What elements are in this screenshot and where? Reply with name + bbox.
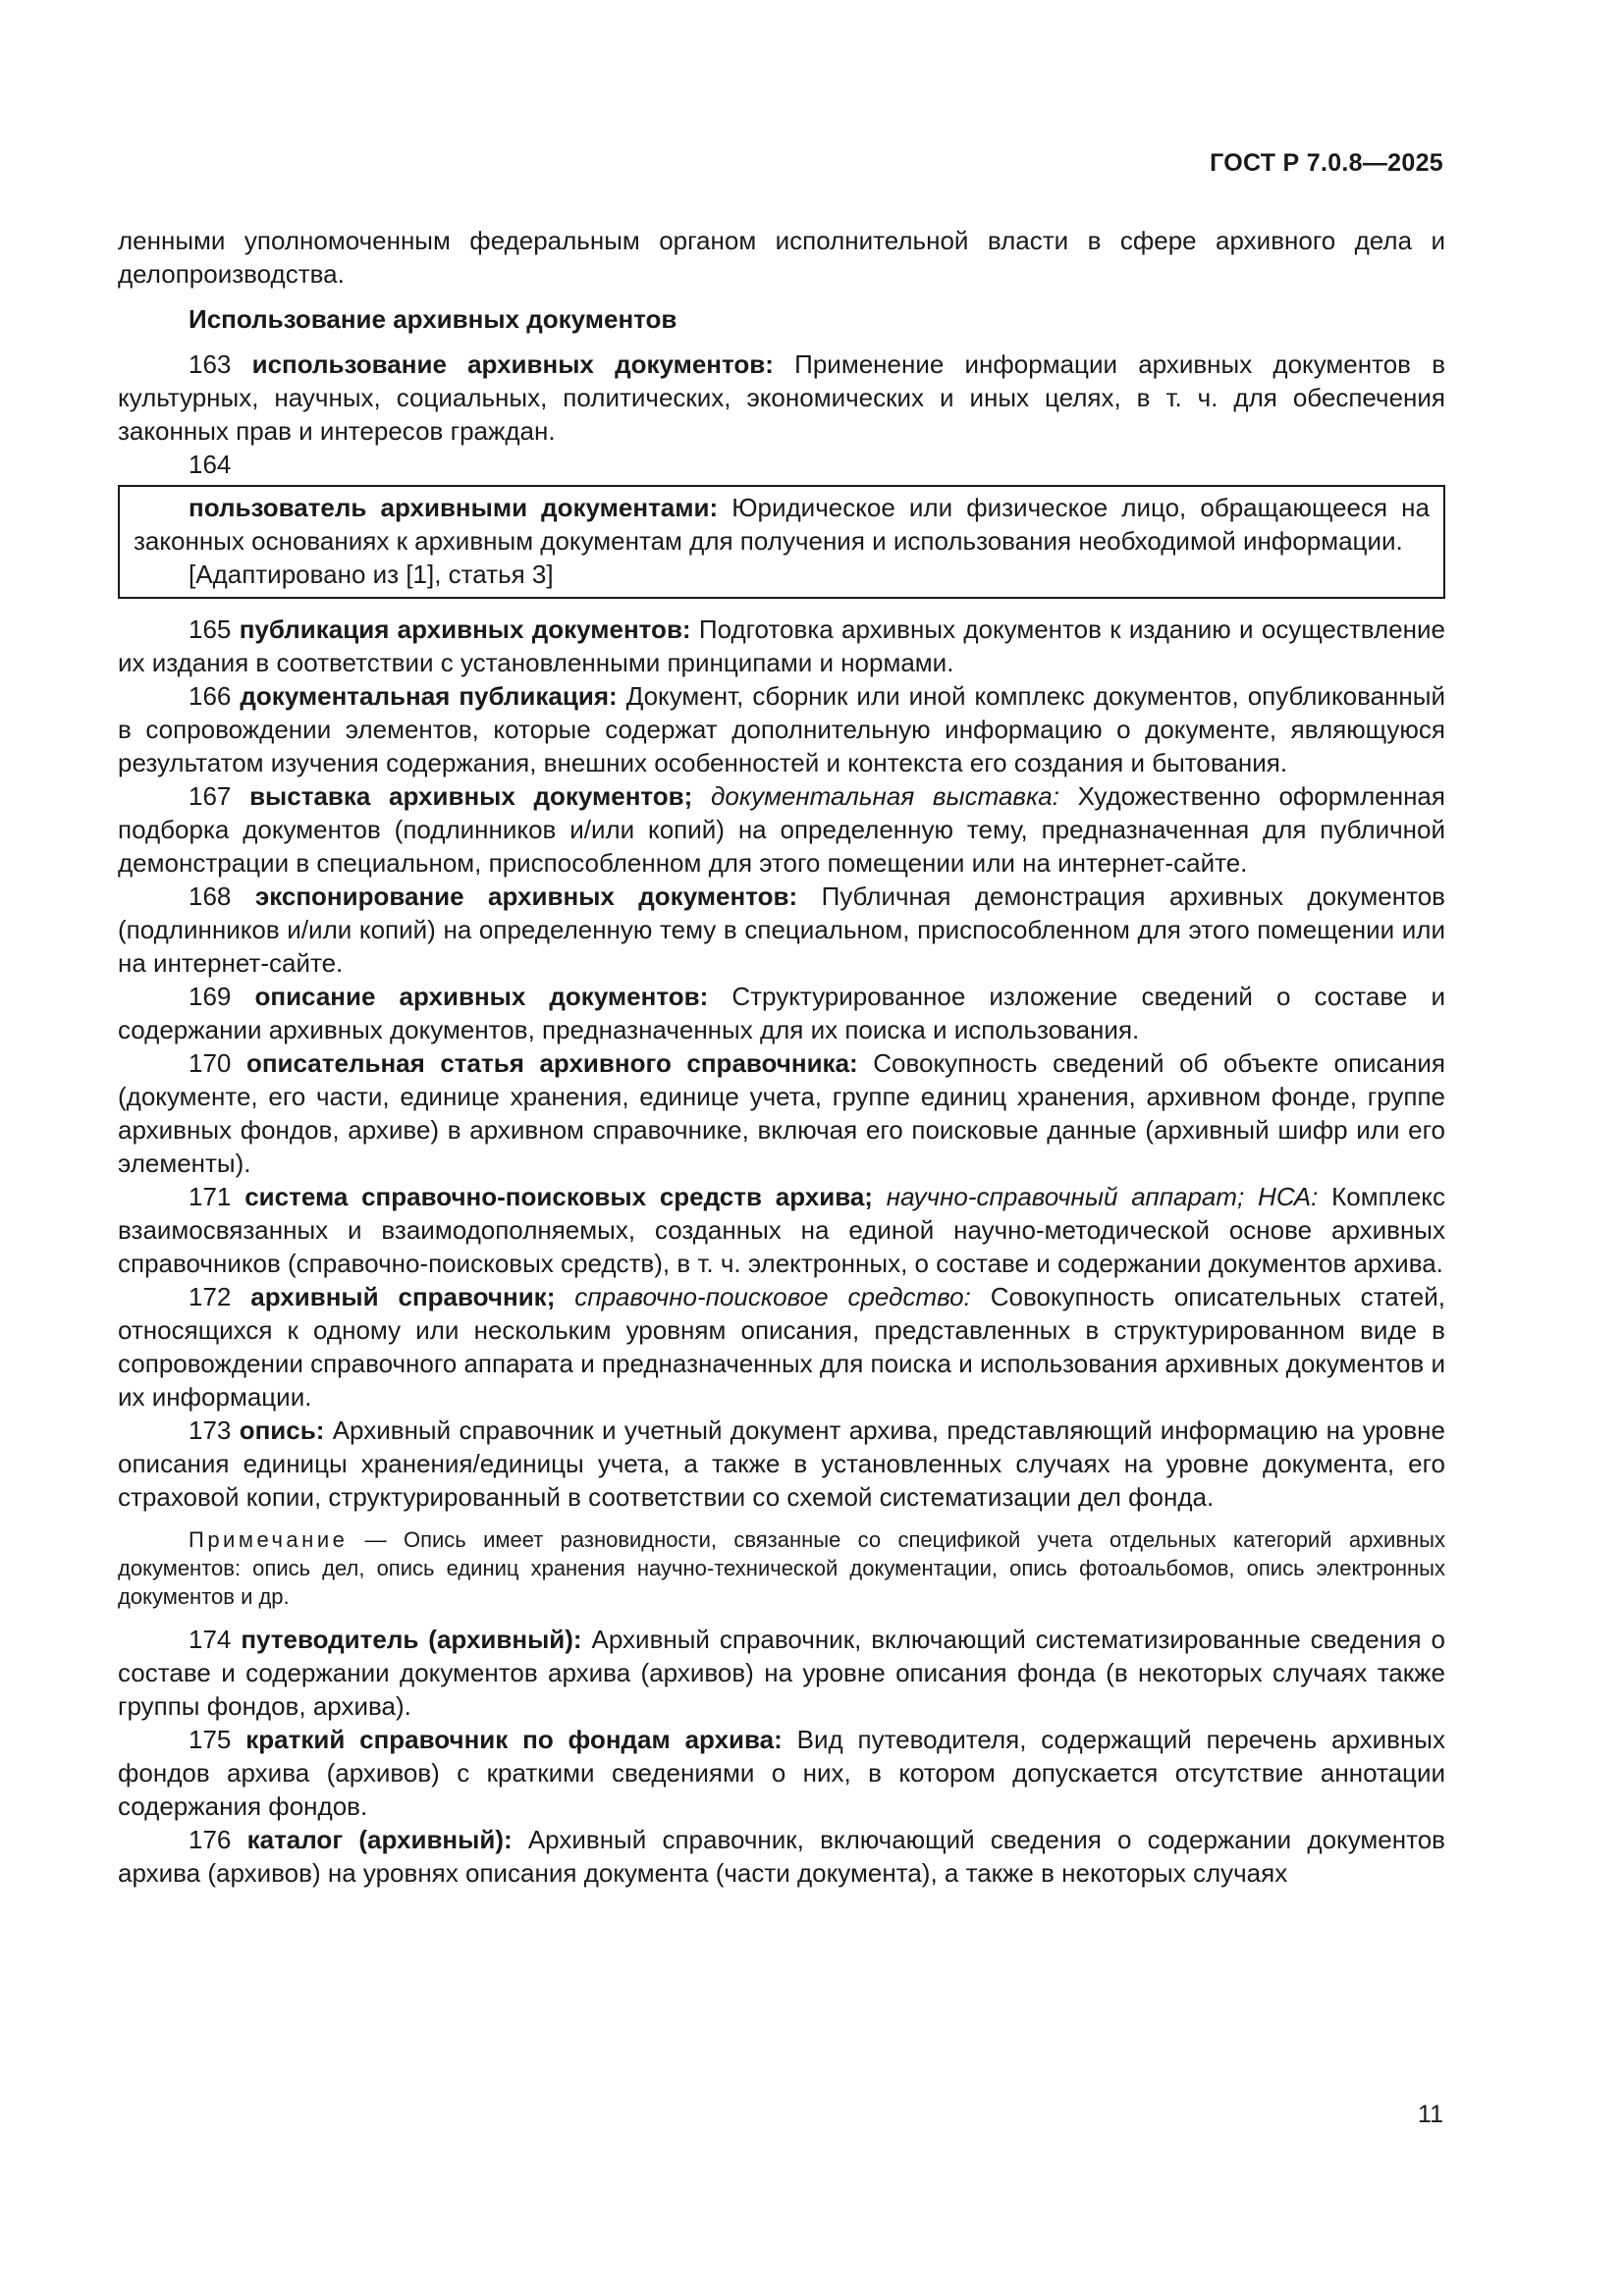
entry-synonym: документальная выставка: (710, 781, 1059, 811)
standard-code: ГОСТ Р 7.0.8—2025 (1210, 149, 1443, 177)
entry-170 (118, 1046, 1445, 1180)
entry-175 (118, 1723, 1445, 1823)
entry-number: 165 (189, 614, 232, 644)
entry-definition: Юридическое или физическое лицо, обращающееся на законных основаниях к архивным документам для получения и использования необходимой информации. (134, 493, 1430, 556)
entry-163 (118, 347, 1445, 448)
entry-165 (118, 613, 1445, 679)
page-number: 11 (1418, 2101, 1443, 2128)
entry-term: использование архивных документов: (251, 349, 774, 379)
entry-164-number: 164 (189, 450, 232, 479)
entry-definition: Комплекс взаимосвязанных и взаимодополняемых, созданных на единой научно-методической основе архивных справочников (справочно-поисковых средств), в т. ч. электронных, о составе и содержании документов архива. (118, 1182, 1445, 1278)
entry-number: 172 (189, 1282, 232, 1311)
entry-168 (118, 880, 1445, 980)
entry-number: 176 (189, 1825, 232, 1854)
entry-term: экспонирование архивных документов: (254, 881, 798, 911)
entry-term: опись: (239, 1415, 325, 1445)
section-title: Использование архивных документов (189, 304, 677, 334)
note-label: Примечание (189, 1527, 349, 1552)
entry-definition: Архивный справочник, включающий сведения о содержании документов архива (архивов) на уровнях описания документа (части документа), а также в некоторых случаях (118, 1825, 1445, 1888)
entry-167 (118, 779, 1445, 880)
entry-term: каталог (архивный): (246, 1825, 513, 1854)
entry-synonym: справочно-поисковое средство: (574, 1282, 971, 1311)
entry-169 (118, 980, 1445, 1046)
entry-definition: Документ, сборник или иной комплекс документов, опубликованный в сопровождении элементов, которые содержат дополнительную информацию о документе, являющуюся результатом изучения содержания, внешних особенностей и контекста его создания и бытования. (118, 681, 1445, 777)
entry-number: 166 (189, 681, 232, 711)
entry-definition: Архивный справочник, включающий систематизированные сведения о составе и содержании документов архива (архивов) на уровне описания фонда (в некоторых случаях также группы фондов, архива). (118, 1625, 1445, 1721)
entry-number: 169 (189, 982, 232, 1011)
entry-synonym: научно-справочный аппарат; НСА: (886, 1182, 1319, 1211)
entry-definition: Художественно оформленная подборка документов (подлинников и/или копий) на определенную тему, предназначенная для публичной демонстрации в специальном, приспособленном для этого помещении или на интернет-сайте. (118, 781, 1445, 878)
entry-173 (118, 1414, 1445, 1514)
entry-174 (118, 1623, 1445, 1723)
page-content (118, 224, 1445, 1890)
entry-number: 163 (189, 349, 232, 379)
entry-166 (118, 679, 1445, 779)
entry-term: описательная статья архивного справочника: (245, 1048, 858, 1078)
entry-term: архивный справочник; (250, 1282, 556, 1311)
entry-number: 173 (189, 1415, 232, 1445)
entry-definition: Применение информации архивных документов в культурных, научных, социальных, политических, экономических и иных целях, в т. ч. для обеспечения законных прав и интересов граждан. (118, 349, 1446, 446)
entry-172 (118, 1280, 1445, 1414)
entry-definition: Совокупность описательных статей, относящихся к одному или нескольким уровням описания, представленных в структурированном виде в сопровождении справочного аппарата и предназначенных для поиска и использования архивных документов и их информации. (118, 1282, 1445, 1412)
entry-164-box (118, 485, 1445, 599)
entry-definition: Публичная демонстрация архивных документов (подлинников и/или копий) на определенную тему в специальном, приспособленном для этого помещении или на интернет-сайте. (118, 881, 1445, 978)
entry-term: публикация архивных документов: (239, 614, 691, 644)
continuation-paragraph: ленными уполномоченным федеральным органом исполнительной власти в сфере архивного дела и делопроизводства. (118, 226, 1445, 289)
entry-number: 171 (189, 1182, 232, 1211)
note-paragraph (118, 1525, 1445, 1611)
entry-number: 168 (189, 881, 232, 911)
entry-term: описание архивных документов: (254, 982, 709, 1011)
entry-term: система справочно-поисковых средств архива; (244, 1182, 873, 1211)
entry-term: документальная публикация: (240, 681, 618, 711)
entry-source: [Адаптировано из [1], статья 3] (189, 560, 554, 589)
note-text: — Опись имеет разновидности, связанные со спецификой учета отдельных категорий архивных документов: опись дел, опись единиц хранения научно-технической документации, опись фотоальбомов, опись электронных документов и др. (118, 1527, 1445, 1609)
entry-term: краткий справочник по фондам архива: (245, 1725, 783, 1754)
entry-176 (118, 1823, 1445, 1890)
entry-definition: Подготовка архивных документов к изданию и осуществление их издания в соответствии с установленными принципами и нормами. (118, 614, 1445, 677)
entry-term: путеводитель (архивный): (241, 1625, 582, 1654)
entry-number: 175 (189, 1725, 232, 1754)
entry-definition: Вид путеводителя, содержащий перечень архивных фондов архива (архивов) с краткими сведениями о них, в котором допускается отсутствие аннотации содержания фондов. (118, 1725, 1445, 1821)
entry-171 (118, 1180, 1445, 1280)
entry-number: 167 (189, 781, 232, 811)
entry-number: 170 (189, 1048, 232, 1078)
entry-definition: Совокупность сведений об объекте описания (документе, его части, единице хранения, единице учета, группе единиц хранения, архивном фонде, группе архивных фондов, архиве) в архивном справочнике, включая его поисковые данные (архивный шифр или его элементы). (118, 1048, 1445, 1178)
entry-number: 174 (189, 1625, 232, 1654)
entry-term: пользователь архивными документами: (189, 493, 719, 522)
entry-definition: Архивный справочник и учетный документ архива, представляющий информацию на уровне описания единицы хранения/единицы учета, а также в установленных случаях на уровне документа, его страховой копии, структурированный в соответствии со схемой систематизации дел фонда. (118, 1415, 1445, 1512)
entry-164 (134, 491, 1430, 558)
entry-definition: Структурированное изложение сведений о составе и содержании архивных документов, предназначенных для их поиска и использования. (118, 982, 1445, 1044)
entry-term: выставка архивных документов; (249, 781, 693, 811)
